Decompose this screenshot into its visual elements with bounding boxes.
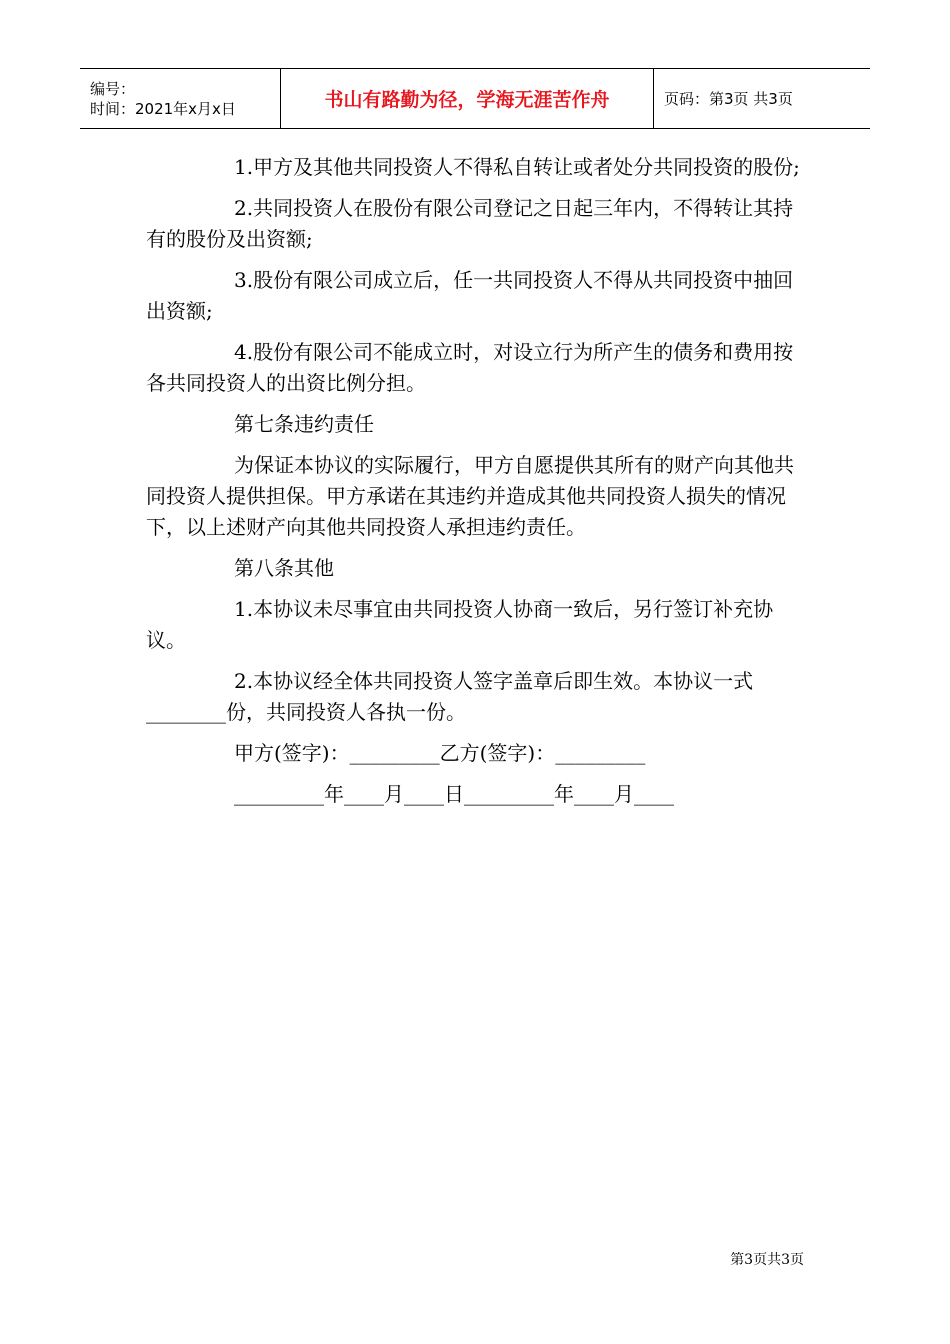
article-heading: 第八条其他 [234, 556, 334, 580]
header-motto: 书山有路勤为径，学海无涯苦作舟 [281, 69, 654, 128]
clause-paragraph: 3.股份有限公司成立后，任一共同投资人不得从共同投资中抽回出资额; [146, 268, 794, 323]
clause-paragraph: 4.股份有限公司不能成立时，对设立行为所产生的债务和费用按各共同投资人的出资比例分担。 [146, 340, 794, 395]
document-body [146, 152, 810, 820]
date-line: _________年____月____日_________年____月____ [234, 782, 674, 806]
clause-paragraph: 1.本协议未尽事宜由共同投资人协商一致后，另行签订补充协议。 [146, 597, 774, 652]
page-footer: 第3页共3页 [730, 1252, 804, 1268]
document-time-label: 时间：2021年x月x日 [90, 99, 236, 118]
header-meta [80, 69, 281, 128]
clause-paragraph: 2.共同投资人在股份有限公司登记之日起三年内，不得转让其持有的股份及出资额; [146, 196, 794, 251]
page-header [80, 68, 870, 129]
document-number-label: 编号： [90, 79, 136, 98]
clause-paragraph: 为保证本协议的实际履行，甲方自愿提供其所有的财产向其他共同投资人提供担保。甲方承诺在其违约并造成其他共同投资人损失的情况下，以上述财产向其他共同投资人承担违约责任。 [146, 453, 794, 539]
signature-line: 甲方(签字)：_________乙方(签字)：_________ [234, 741, 646, 765]
article-heading: 第七条违约责任 [234, 412, 374, 436]
clause-paragraph: 1.甲方及其他共同投资人不得私自转让或者处分共同投资的股份; [234, 155, 800, 179]
header-page-number: 页码：第3页 共3页 [664, 90, 793, 108]
clause-paragraph: 2.本协议经全体共同投资人签字盖章后即生效。本协议一式________份，共同投资人各执一份。 [146, 669, 754, 724]
